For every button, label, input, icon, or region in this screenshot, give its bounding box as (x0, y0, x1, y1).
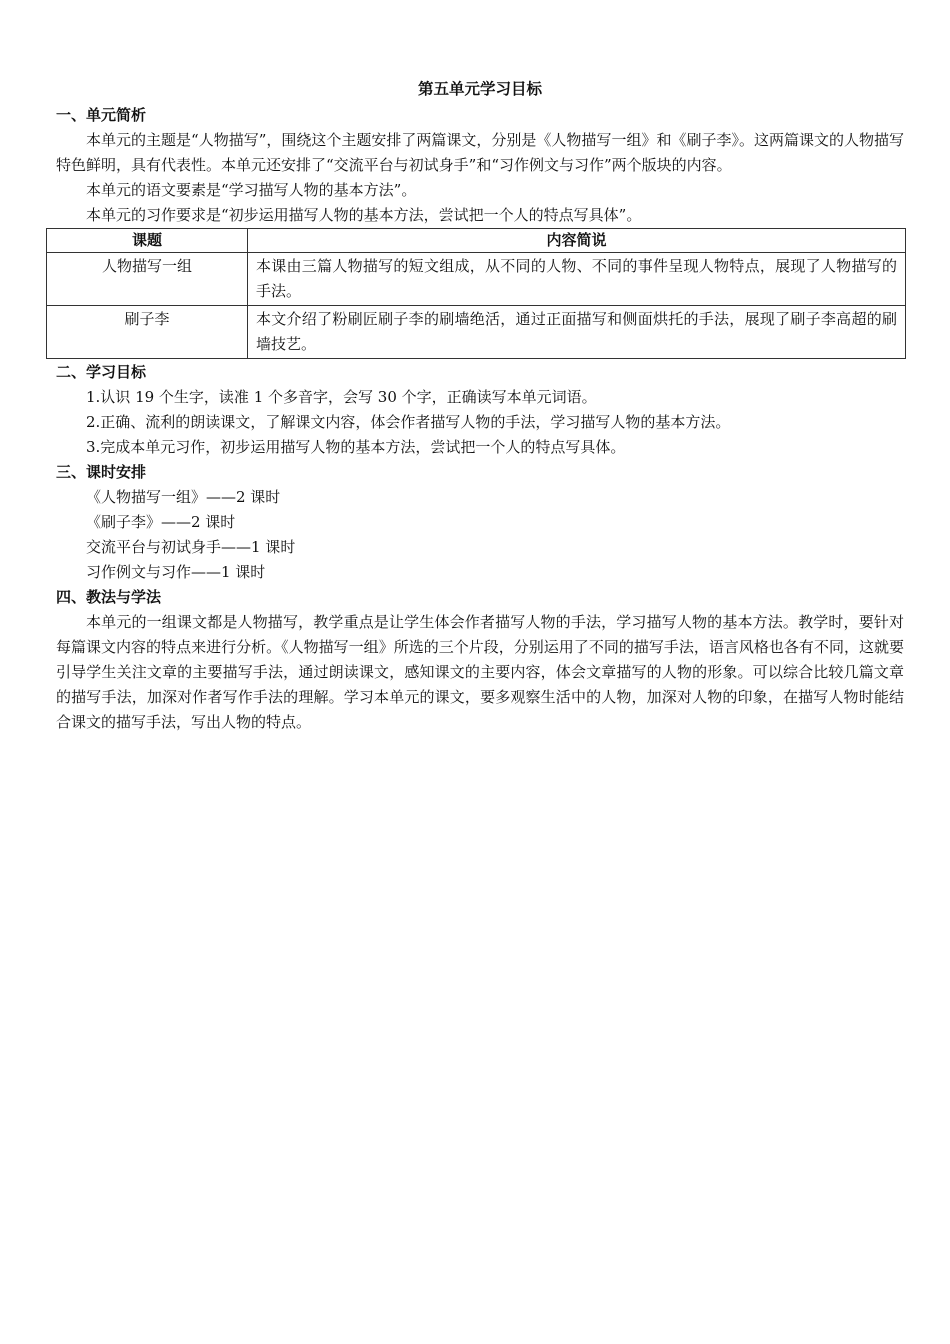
section-heading-unit-analysis: 一、单元简析 (56, 106, 147, 124)
document-title: 第五单元学习目标 (417, 80, 542, 98)
table-row (47, 306, 906, 359)
schedule-item: 交流平台与初试身手——1 课时 (86, 538, 296, 556)
section-heading-schedule: 三、课时安排 (56, 463, 147, 481)
unit-analysis-paragraph: 本单元的主题是“人物描写”，围绕这个主题安排了两篇课文，分别是《人物描写一组》和《刷子李》。这两篇课文的人物描写特色鲜明，具有代表性。本单元还安排了“交流平台与初试身手”和“习作例文与习作”两个版块的内容。 (56, 131, 904, 174)
table-header-row (47, 229, 906, 253)
learning-goal-item: 2.正确、流利的朗读课文，了解课文内容，体会作者描写人物的手法，学习描写人物的基本方法。 (86, 413, 731, 431)
table-cell-description: 本文介绍了粉刷匠刷子李的刷墙绝活，通过正面描写和侧面烘托的手法，展现了刷子李高超的刷墙技艺。 (248, 306, 906, 359)
lesson-table (46, 228, 906, 359)
table-header-description: 内容简说 (248, 229, 906, 253)
section-heading-methods: 四、教法与学法 (56, 588, 162, 606)
learning-goal-item: 1.认识 19 个生字，读准 1 个多音字，会写 30 个字，正确读写本单元词语。 (86, 388, 597, 406)
schedule-item: 习作例文与习作——1 课时 (86, 563, 266, 581)
schedule-item: 《人物描写一组》——2 课时 (86, 488, 281, 506)
methods-paragraph: 本单元的一组课文都是人物描写，教学重点是让学生体会作者描写人物的手法，学习描写人物的基本方法。教学时，要针对每篇课文内容的特点来进行分析。《人物描写一组》所选的三个片段，分别运用了不同的描写手法，语言风格也各有不同，这就要引导学生关注文章的主要描写手法，通过朗读课文，感知课文的主要内容，体会文章描写的人物的形象。可以综合比较几篇文章的描写手法，加深对作者写作手法的理解。学习本单元的课文，要多观察生活中的人物，加深对人物的印象，在描写人物时能结合课文的描写手法，写出人物的特点。 (56, 613, 904, 731)
table-cell-topic: 刷子李 (47, 306, 248, 359)
section-heading-learning-goals: 二、学习目标 (56, 363, 147, 381)
table-header-topic: 课题 (47, 229, 248, 253)
unit-writing-requirement: 本单元的习作要求是“初步运用描写人物的基本方法，尝试把一个人的特点写具体”。 (86, 206, 642, 224)
table-cell-topic: 人物描写一组 (47, 253, 248, 306)
table-cell-description: 本课由三篇人物描写的短文组成，从不同的人物、不同的事件呈现人物特点，展现了人物描写的手法。 (248, 253, 906, 306)
schedule-item: 《刷子李》——2 课时 (86, 513, 236, 531)
table-row (47, 253, 906, 306)
unit-language-element: 本单元的语文要素是“学习描写人物的基本方法”。 (86, 181, 417, 199)
learning-goal-item: 3.完成本单元习作，初步运用描写人物的基本方法，尝试把一个人的特点写具体。 (86, 438, 626, 456)
